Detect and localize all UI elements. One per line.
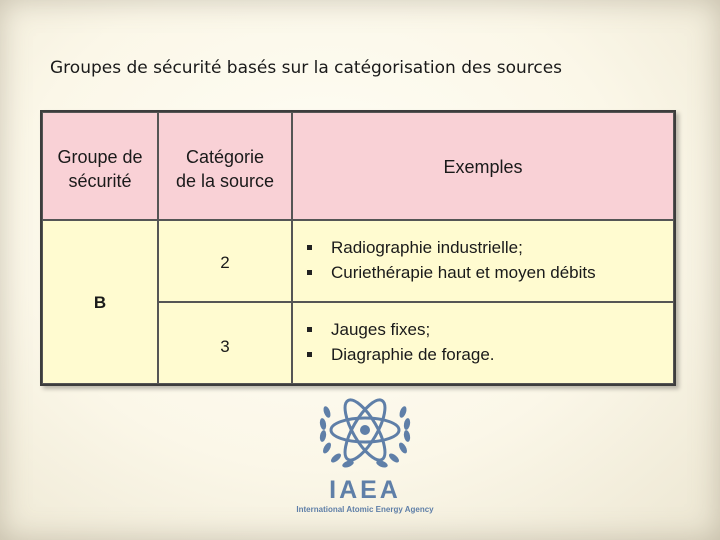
category-value: 2	[220, 253, 230, 272]
list-item: Curiethérapie haut et moyen débits	[307, 260, 596, 285]
header-group-label: Groupe de sécurité	[57, 147, 143, 191]
list-item: Jauges fixes;	[307, 317, 495, 342]
group-value: B	[93, 293, 107, 312]
square-bullet-icon	[307, 327, 312, 332]
header-examples-cell	[292, 112, 674, 220]
slide-title: Groupes de sécurité basés sur la catégorisation des sources	[50, 58, 563, 78]
group-value-cell	[42, 220, 158, 384]
examples-list	[307, 317, 495, 367]
square-bullet-icon	[307, 352, 312, 357]
category-value: 3	[220, 337, 230, 356]
examples-list	[307, 235, 596, 285]
list-item: Diagraphie de forage.	[307, 342, 495, 367]
header-category-cell	[158, 112, 292, 220]
list-item: Radiographie industrielle;	[307, 235, 596, 260]
table-row-category-cell	[158, 220, 292, 302]
table-row-examples-cell	[292, 220, 674, 302]
square-bullet-icon	[307, 270, 312, 275]
header-examples-label: Exemples	[443, 157, 523, 177]
security-group-table	[40, 110, 676, 386]
logo-acronym: IAEA	[329, 476, 401, 504]
square-bullet-icon	[307, 245, 312, 250]
table-row-examples-cell	[292, 302, 674, 384]
logo-agency-name: International Atomic Energy Agency	[296, 505, 434, 514]
table-row-category-cell	[158, 302, 292, 384]
header-group-cell	[42, 112, 158, 220]
header-category-label: Catégorie de la source	[175, 147, 275, 191]
